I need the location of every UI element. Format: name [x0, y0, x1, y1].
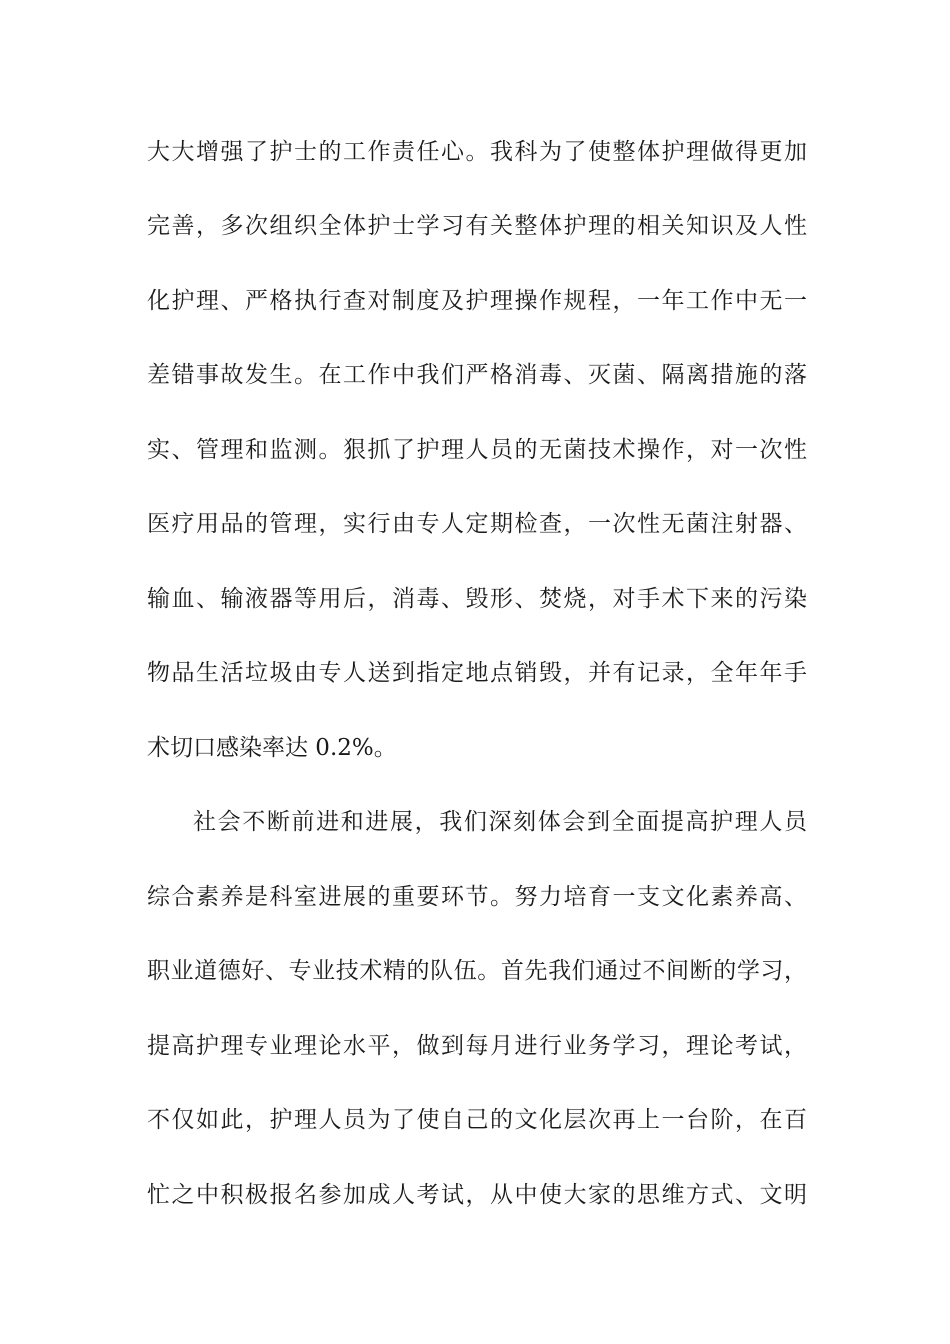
- text-line: 职业道德好、专业技术精的队伍。首先我们通过不间断的学习，: [147, 958, 807, 984]
- text-line: 物品生活垃圾由专人送到指定地点销毁，并有记录，全年年手: [147, 660, 807, 686]
- text-line: 医疗用品的管理，实行由专人定期检查，一次性无菌注射器、: [147, 511, 807, 537]
- text-line: 术切口感染率达 0.2%。: [147, 735, 397, 761]
- text-line: 输血、输液器等用后，消毒、毁形、焚烧，对手术下来的污染: [147, 586, 807, 612]
- text-line: 不仅如此，护理人员为了使自己的文化层次再上一台阶，在百: [147, 1107, 807, 1133]
- text-line: 差错事故发生。在工作中我们严格消毒、灭菌、隔离措施的落: [147, 362, 807, 388]
- text-line: 忙之中积极报名参加成人考试，从中使大家的思维方式、文明: [147, 1182, 807, 1208]
- text-line: 提高护理专业理论水平，做到每月进行业务学习，理论考试，: [147, 1033, 807, 1059]
- text-line: 社会不断前进和进展，我们深刻体会到全面提高护理人员: [193, 809, 807, 835]
- text-line: 综合素养是科室进展的重要环节。努力培育一支文化素养高、: [147, 884, 807, 910]
- text-line: 大大增强了护士的工作责任心。我科为了使整体护理做得更加: [147, 139, 807, 165]
- text-line: 完善，多次组织全体护士学习有关整体护理的相关知识及人性: [147, 213, 807, 239]
- text-line: 化护理、严格执行查对制度及护理操作规程，一年工作中无一: [147, 288, 807, 314]
- text-line: 实、管理和监测。狠抓了护理人员的无菌技术操作，对一次性: [147, 437, 807, 463]
